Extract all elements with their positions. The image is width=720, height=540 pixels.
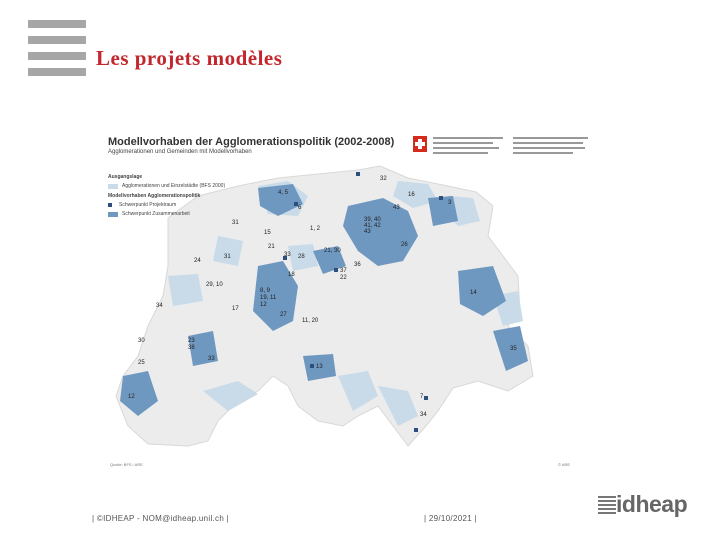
map-label: 19, 11 [260,295,277,301]
map-label: 7 [420,394,424,400]
map-label: 13 [316,364,323,370]
map-label: 11, 20 [302,318,319,324]
map-label: 18 [288,272,295,278]
decorative-bars [28,20,86,84]
map-label: 33 [208,356,215,362]
map-label: 37 [340,268,347,274]
idheap-logo-mark [598,496,616,516]
map-label: 3 [448,200,452,206]
map-label: 32 [380,176,387,182]
map-label: 30 [138,338,145,344]
slide-title: Les projets modèles [96,46,283,70]
legend-label: Schwerpunkt Zusammenarbeit [122,211,190,217]
map-label: 21, 30 [324,248,341,254]
svg-text:Quelle: BFS / ARE: Quelle: BFS / ARE [110,462,143,467]
map-label: 22 [340,275,347,281]
map-label: 28 [298,254,305,260]
legend-swatch [108,203,112,207]
map-label: 33 [284,252,291,258]
swiss-confederation-logo [413,134,593,164]
map-label: 16 [408,192,415,198]
map-label: 25 [138,360,145,366]
map-label: 43 [393,205,400,211]
map-label: 29, 10 [206,282,223,288]
map-label: 12 [128,394,135,400]
map-label: 34 [420,412,427,418]
footer-copyright: | ©IDHEAP - NOM@idheap.unil.ch | [92,514,230,523]
map-label: 31 [232,220,239,226]
map-figure [108,126,596,470]
map-label: 41, 42 [364,223,381,229]
legend-section: Modellvorhaben Agglomerationspolitik [108,193,201,199]
idheap-logo: idheap [616,491,688,517]
map-title: Modellvorhaben der Agglomerationspolitik (2002-2008) [108,136,395,148]
map-label: 35 [510,346,517,352]
map-subtitle: Agglomerationen und Gemeinden mit Modellvorhaben [108,149,252,155]
map-label: 17 [232,306,239,312]
map-label: 31 [224,254,231,260]
map-label: 4, 5 [278,190,289,196]
map-label: 39, 40 [364,217,381,223]
map-label: 21 [268,244,275,250]
map-label: 15 [264,230,271,236]
map-label: 24 [194,258,201,264]
legend-swatch [108,184,118,189]
legend-swatch [108,212,118,217]
area-stgallen [428,196,458,226]
map-label: 26 [401,242,408,248]
map-label: 1, 2 [310,226,321,232]
svg-text:© ARE: © ARE [558,462,571,467]
map-legend [108,170,225,220]
map-label: 34 [156,303,163,309]
legend-section: Ausgangslage [108,174,143,180]
map-label: 36 [354,262,361,268]
map-label: 12 [260,302,267,308]
map-label: 27 [280,312,287,318]
map-label: 6 [298,205,302,211]
map-label: 8, 9 [260,288,271,294]
map-label: 43 [364,229,371,235]
legend-label: Agglomerationen und Einzelstädte (BFS 2000) [122,183,226,189]
map-label: 14 [470,290,477,296]
map-label: 38 [188,345,195,351]
footer-date: | 29/10/2021 | [424,514,477,523]
legend-label: Schwerpunkt Projektraum [119,202,177,208]
map-label: 23 [188,338,195,344]
